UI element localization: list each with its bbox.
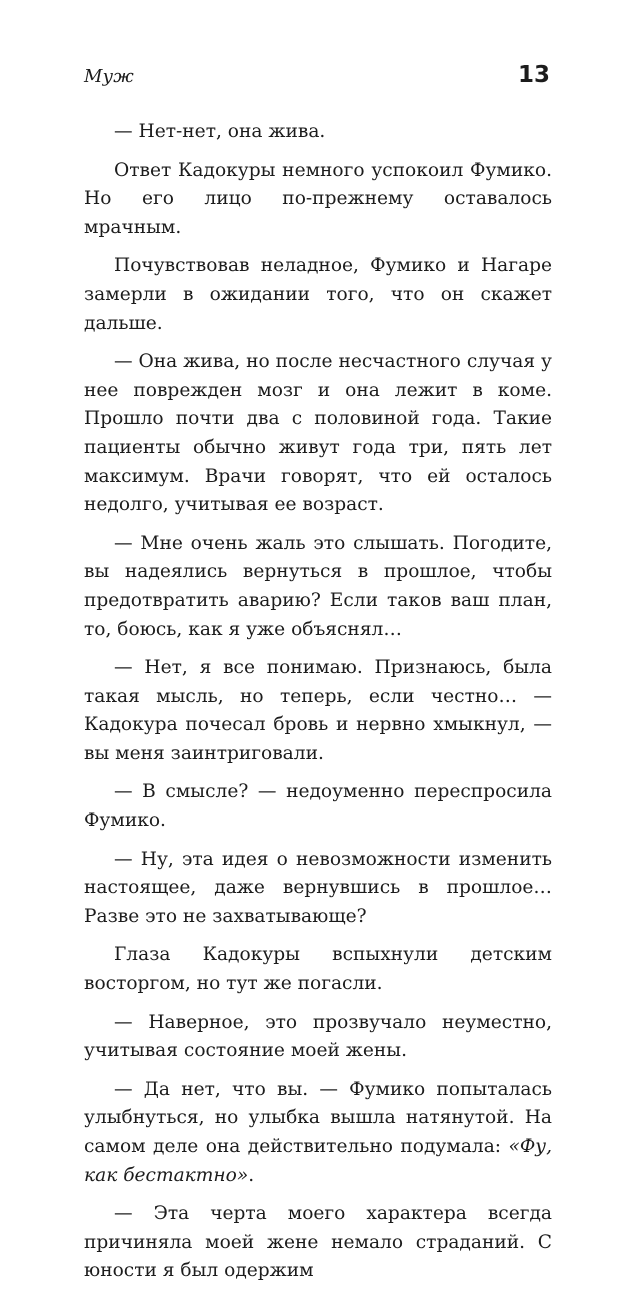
paragraph: — Ну, эта идея о невозможности изменить настоящее, даже вернувшись в прошлое… Разве это не захватывающе?	[84, 848, 552, 927]
paragraph: — Нет, я все понимаю. Признаюсь, была такая мысль, но теперь, если честно… — Кадокура почесал бровь и нервно хмыкнул, — вы меня заинтриговали.	[84, 657, 552, 764]
paragraph: — Нет-нет, она жива.	[114, 121, 326, 142]
paragraph: Глаза Кадокуры вспыхнули детским восторгом, но тут же погасли.	[84, 944, 552, 995]
paragraph: — Она жива, но после несчастного случая у нее поврежден мозг и она лежит в коме. Прошло почти два с половиной года. Такие пациенты обычно живут года три, пять лет максимум. Врачи говорят, что ей осталось недолго, учитывая ее возраст.	[84, 351, 552, 516]
paragraph-with-italic	[84, 1076, 552, 1190]
page-number: 13	[517, 62, 550, 88]
paragraph: Почувствовав неладное, Фумико и Нагаре замерли в ожидании того, что он скажет дальше.	[84, 255, 552, 334]
body-text	[84, 118, 552, 1296]
paragraph: — В смысле? — недоуменно переспросила Фумико.	[84, 781, 552, 832]
paragraph: — Наверное, это прозвучало неуместно, учитывая состояние моей жены.	[84, 1011, 552, 1062]
paragraph-text-end: .	[248, 1164, 255, 1186]
italic-quote: «Фу, как бестактно»	[84, 1136, 552, 1186]
paragraph-text: — Да нет, что вы. — Фумико попыталась улыбнуться, но улыбка вышла натянутой. На самом деле она действительно подумала:	[84, 1078, 552, 1157]
running-title: Муж	[84, 66, 134, 87]
paragraph: Ответ Кадокуры немного успокоил Фумико. Но его лицо по-прежнему оставалось мрачным.	[84, 159, 552, 238]
paragraph: — Мне очень жаль это слышать. Погодите, вы надеялись вернуться в прошлое, чтобы предотвратить аварию? Если таков ваш план, то, боюсь, как я уже объяснял…	[84, 532, 552, 640]
paragraph: — Эта черта моего характера всегда причиняла моей жене немало страданий. С юности я был одержим	[84, 1203, 552, 1282]
